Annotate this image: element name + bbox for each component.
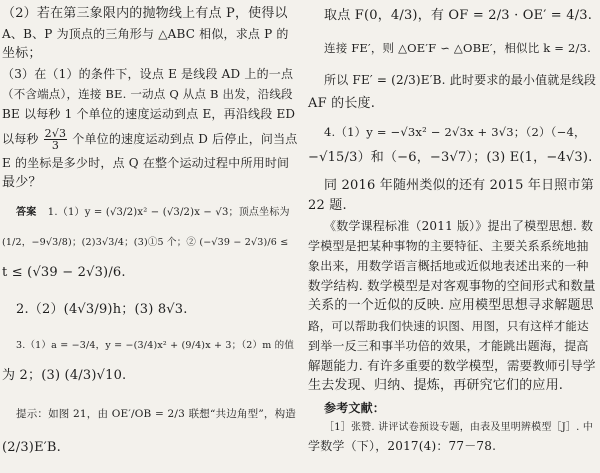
solution-line-2: 连接 FE′，则 △OE′F ∽ △OBE′，相似比 k = 2/3.: [324, 41, 591, 55]
question-3-line-2: （不含端点），连接 BE. 一动点 Q 从点 B 出发，沿线段: [2, 87, 293, 101]
answer-1-line-1: [2, 205, 290, 221]
solution-line-1: 取点 F(0，4/3)，有 OF = 2/3 · OE′ = 4/3.: [324, 8, 593, 23]
speed-numerator: 2√3: [44, 127, 67, 140]
reference-1-line-1: ［1］张赞. 讲评试卷预设专题，由表及里明辨模型［J］. 中: [324, 422, 594, 433]
question-2-line-2: A、B、P 为顶点的三角形与 △ABC 相似，求点 P 的: [2, 27, 289, 41]
answer-4-line-2: −√15/3）和（−6，−3√7）；(3) E(1，−4√3).: [308, 150, 593, 165]
paragraph-2-line-3: 象出来，用数学语言概括地或近似地表述出来的一种: [308, 259, 589, 273]
paragraph-1-line-1: 同 2016 年随州类似的还有 2015 年日照市第: [324, 178, 594, 193]
solution-line-4: AF 的长度.: [308, 96, 376, 111]
answer-1-line-2: (1/2，−9√3/8)；(2)3√3/4；(3)①5 个；② (−√39 − 2√3)/6 ≤: [2, 237, 289, 248]
speed-suffix: 个单位的速度运动到点 D 后停止，问当点: [72, 132, 298, 146]
paragraph-2-line-6: 路，可以帮助我们快速的识图、用图，只有这样才能达: [308, 319, 589, 333]
answer-2: 2.（2）(4√3/9)h；(3) 8√3.: [16, 302, 188, 317]
hint-line-2: (2/3)E′B.: [2, 440, 61, 455]
speed-prefix: 以每秒: [2, 132, 39, 146]
solution-line-3: 所以 FE′ = (2/3)E′B. 此时要求的最小值就是线段: [324, 73, 597, 87]
paragraph-2-line-8: 解题能力. 有许多重要的数学模型，需要教师引导学: [308, 358, 596, 373]
question-3-line-5: E 的坐标是多少时，点 Q 在整个运动过程中所用时间: [2, 156, 290, 170]
paragraph-2-line-9: 生去发现、归纳、提炼，再研究它们的应用.: [308, 378, 564, 393]
answer-label: 答案: [16, 207, 37, 218]
references-title: 参考文献：: [324, 401, 386, 415]
question-2-line-1: （2）若在第三象限内的抛物线上有点 P，使得以: [2, 6, 288, 21]
answer-1-line-3: t ≤ (√39 − 2√3)/6.: [2, 265, 126, 280]
paragraph-2-line-2: 学模型是把某种事物的主要特征、主要关系系统地抽: [308, 239, 589, 253]
question-3-line-6: 最少？: [2, 175, 42, 190]
speed-fraction: [44, 128, 68, 151]
question-2-line-3: 坐标；: [2, 46, 42, 61]
paragraph-2-line-1: 《数学课程标准（2011 版）》提出了模型思想. 数: [324, 219, 594, 233]
question-3-line-1: （3）在（1）的条件下，设点 E 是线段 AD 上的一点: [2, 67, 294, 81]
question-3-line-3: BE 以每秒 1 个单位的速度运动到点 E，再沿线段 ED: [2, 107, 296, 121]
reference-1-line-2: 学数学（下），2017(4)：77－78.: [308, 439, 497, 453]
hint-line-1: 提示：如图 21，由 OE′/OB = 2/3 联想“共边角型”，构造: [16, 408, 296, 420]
answer-3-line-1: 3.（1）a = −3/4，y = −(3/4)x² + (9/4)x + 3；（2）m 的值: [16, 340, 295, 351]
answer-3-line-2: 为 2；(3) (4/3)√10.: [2, 368, 127, 383]
paragraph-2-line-5: 关系的一个近似的反映. 应用模型思想寻求解题思: [308, 298, 594, 313]
paragraph-2-line-4: 数学结构. 数学模型是对客观事物的空间形式和数量: [308, 278, 596, 293]
answer-4-line-1: 4.（1）y = −√3x² − 2√3x + 3√3；（2）（−4，: [324, 125, 586, 139]
answer-1-text: 1.（1）y = (√3/2)x² − (√3/2)x − √3；顶点坐标为: [47, 207, 290, 218]
speed-denominator: 3: [51, 139, 60, 152]
question-3-speed-line: [2, 128, 298, 151]
paragraph-1-line-2: 22 题.: [308, 198, 347, 213]
paragraph-2-line-7: 到举一反三和事半功倍的效果，才能跳出题海，提高: [308, 339, 589, 353]
